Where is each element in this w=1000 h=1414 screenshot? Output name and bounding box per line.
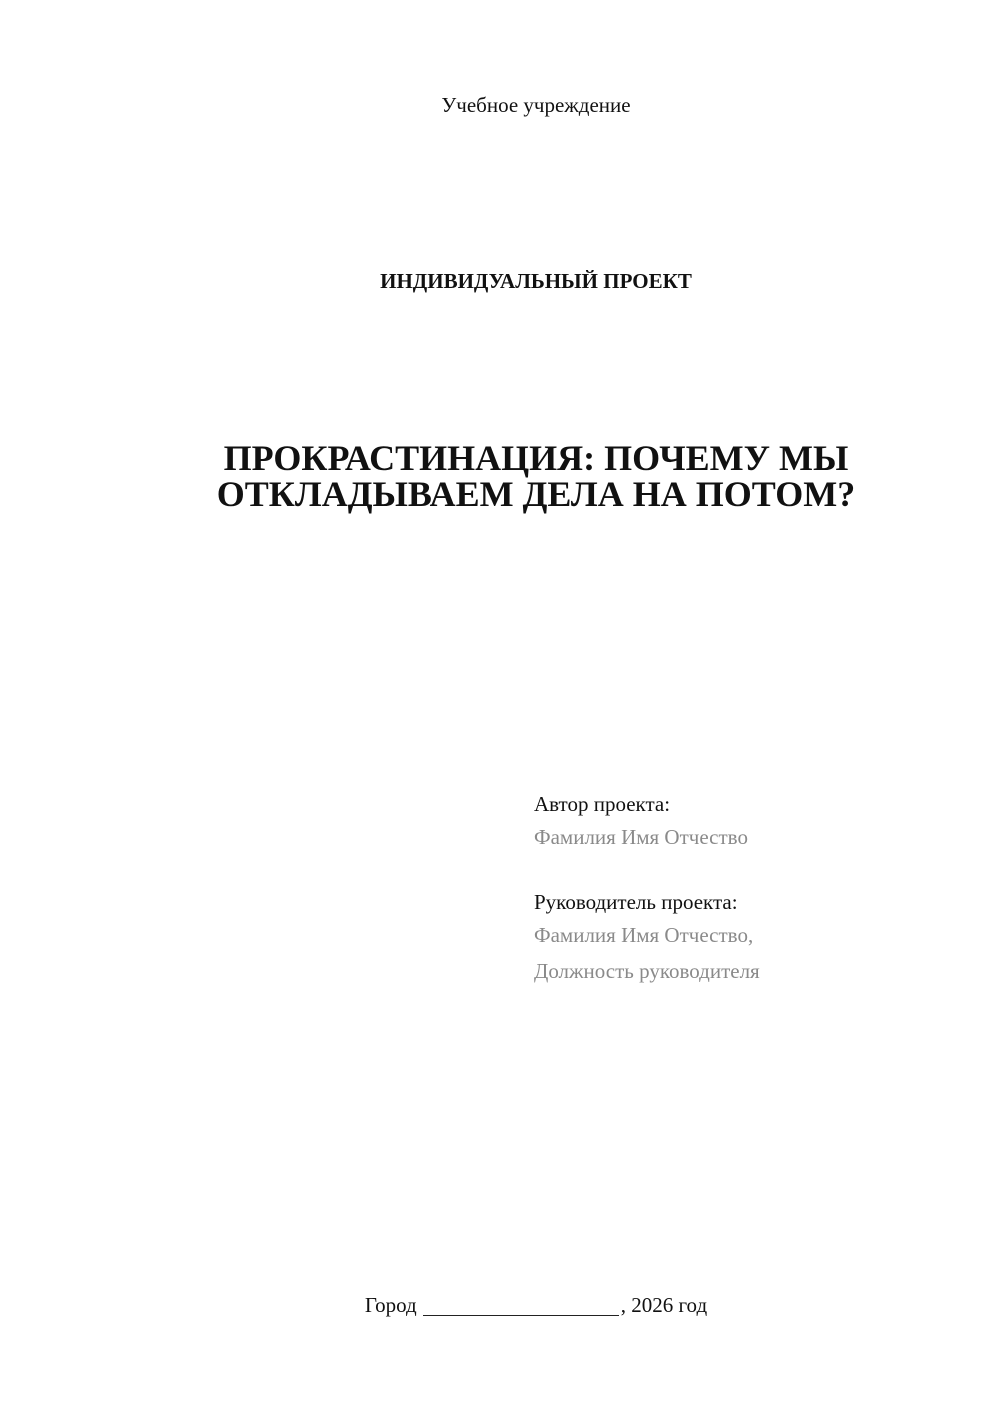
supervisor-position: Должность руководителя <box>534 959 760 983</box>
city-blank-line <box>423 1293 619 1316</box>
institution-name: Учебное учреждение <box>441 93 631 117</box>
city-label: Город <box>364 1293 417 1317</box>
author-label: Автор проекта: <box>534 792 671 816</box>
credits-block <box>534 791 974 989</box>
author-section <box>534 791 974 855</box>
project-title <box>0 440 1000 512</box>
project-title-line-2: ОТКЛАДЫВАЕМ ДЕЛА НА ПОТОМ? <box>216 474 856 514</box>
city-year-line <box>0 1292 1000 1318</box>
supervisor-section <box>534 889 974 989</box>
project-type-heading: ИНДИВИДУАЛЬНЫЙ ПРОЕКТ <box>380 269 692 293</box>
supervisor-label: Руководитель проекта: <box>534 890 738 914</box>
project-title-line-1: ПРОКРАСТИНАЦИЯ: ПОЧЕМУ МЫ <box>223 438 849 478</box>
year-text: , 2026 год <box>620 1293 708 1317</box>
author-name: Фамилия Имя Отчество <box>534 825 748 849</box>
supervisor-name: Фамилия Имя Отчество, <box>534 923 754 947</box>
